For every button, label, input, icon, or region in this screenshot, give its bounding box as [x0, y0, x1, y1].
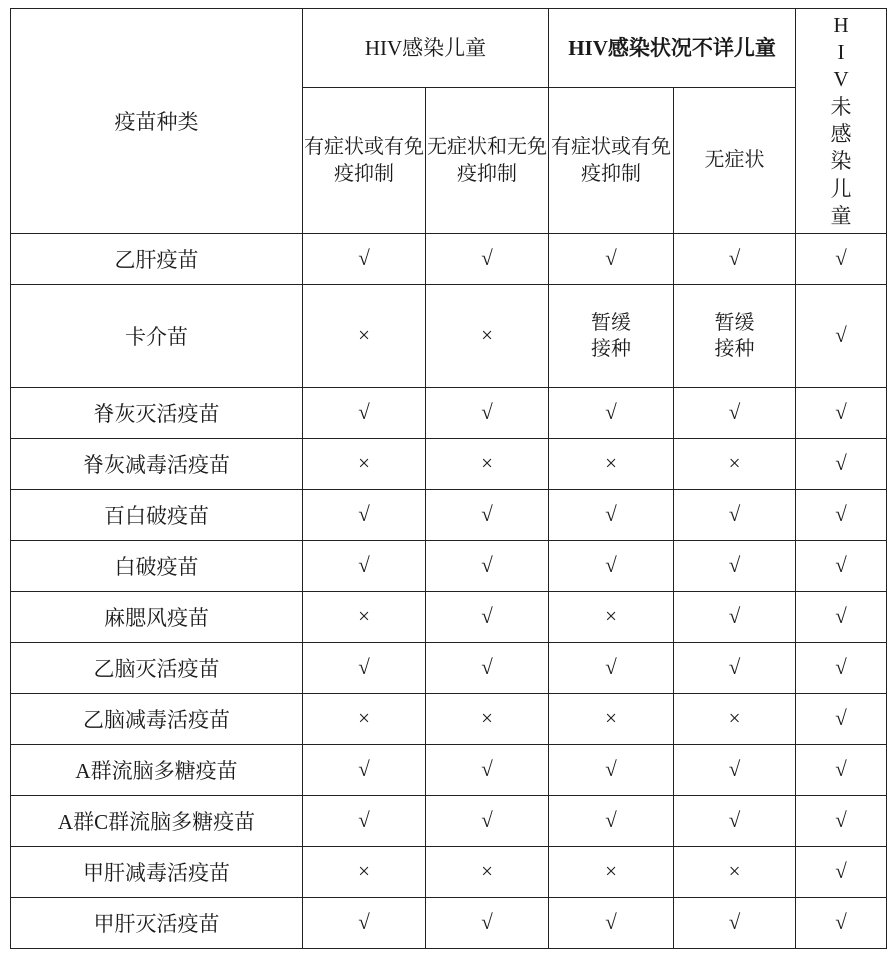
- header-vertical-char: 儿: [830, 176, 852, 201]
- cell-recommended-check-icon: √: [796, 285, 887, 388]
- header-vaccine-type: 疫苗种类: [11, 9, 303, 234]
- defer-line: 暂缓: [591, 312, 632, 334]
- vaccine-name-cell: 卡介苗: [11, 285, 303, 388]
- table-row: [11, 694, 887, 745]
- cell-recommended-check-icon: √: [426, 796, 549, 847]
- table-row: [11, 643, 887, 694]
- cell-recommended-check-icon: √: [674, 643, 796, 694]
- table-row: [11, 490, 887, 541]
- cell-recommended-check-icon: √: [796, 388, 887, 439]
- cell-contraindicated-cross-icon: ×: [426, 439, 549, 490]
- vaccine-name-cell: 白破疫苗: [11, 541, 303, 592]
- cell-recommended-check-icon: √: [796, 592, 887, 643]
- vaccine-name-cell: A群C群流脑多糖疫苗: [11, 796, 303, 847]
- cell-recommended-check-icon: √: [549, 234, 674, 285]
- cell-recommended-check-icon: √: [303, 898, 426, 949]
- vaccine-recommendation-table: [10, 8, 887, 949]
- table-row: [11, 847, 887, 898]
- header-sub-unknown-symptomatic: 有症状或有免疫抑制: [549, 88, 674, 234]
- header-row-groups: [11, 9, 887, 88]
- cell-recommended-check-icon: √: [796, 847, 887, 898]
- header-vertical-char: 童: [830, 203, 852, 228]
- cell-contraindicated-cross-icon: ×: [549, 592, 674, 643]
- table-row: [11, 439, 887, 490]
- cell-recommended-check-icon: √: [426, 592, 549, 643]
- header-sub-infected-symptomatic: 有症状或有免疫抑制: [303, 88, 426, 234]
- cell-recommended-check-icon: √: [796, 745, 887, 796]
- table-row: [11, 592, 887, 643]
- header-sub-unknown-asymptomatic: 无症状: [674, 88, 796, 234]
- cell-recommended-check-icon: √: [426, 234, 549, 285]
- table-row: [11, 745, 887, 796]
- table-row: [11, 541, 887, 592]
- cell-recommended-check-icon: √: [549, 745, 674, 796]
- cell-recommended-check-icon: √: [674, 898, 796, 949]
- cell-contraindicated-cross-icon: ×: [303, 285, 426, 388]
- table-body: [11, 234, 887, 949]
- cell-contraindicated-cross-icon: ×: [549, 694, 674, 745]
- table-row: [11, 234, 887, 285]
- header-group-hiv-unknown: HIV感染状况不详儿童: [549, 9, 796, 88]
- header-vertical-char: V: [833, 67, 849, 92]
- header-vertical-char: 染: [830, 149, 852, 174]
- cell-defer: [674, 285, 796, 388]
- vaccine-name-cell: 乙脑减毒活疫苗: [11, 694, 303, 745]
- cell-recommended-check-icon: √: [796, 234, 887, 285]
- cell-recommended-check-icon: √: [303, 643, 426, 694]
- cell-recommended-check-icon: √: [674, 234, 796, 285]
- cell-recommended-check-icon: √: [674, 592, 796, 643]
- defer-line: 接种: [714, 338, 755, 360]
- cell-recommended-check-icon: √: [549, 898, 674, 949]
- cell-contraindicated-cross-icon: ×: [549, 439, 674, 490]
- cell-recommended-check-icon: √: [303, 234, 426, 285]
- cell-contraindicated-cross-icon: ×: [426, 847, 549, 898]
- cell-recommended-check-icon: √: [426, 541, 549, 592]
- cell-recommended-check-icon: √: [674, 388, 796, 439]
- table-header: [11, 9, 887, 234]
- cell-recommended-check-icon: √: [796, 490, 887, 541]
- defer-line: 接种: [591, 338, 632, 360]
- vaccine-name-cell: 百白破疫苗: [11, 490, 303, 541]
- vaccine-name-cell: 麻腮风疫苗: [11, 592, 303, 643]
- cell-contraindicated-cross-icon: ×: [426, 694, 549, 745]
- cell-contraindicated-cross-icon: ×: [426, 285, 549, 388]
- vaccine-name-cell: 甲肝灭活疫苗: [11, 898, 303, 949]
- cell-contraindicated-cross-icon: ×: [674, 847, 796, 898]
- cell-recommended-check-icon: √: [426, 745, 549, 796]
- cell-recommended-check-icon: √: [303, 796, 426, 847]
- cell-contraindicated-cross-icon: ×: [303, 439, 426, 490]
- cell-recommended-check-icon: √: [303, 745, 426, 796]
- cell-contraindicated-cross-icon: ×: [549, 847, 674, 898]
- cell-recommended-check-icon: √: [796, 541, 887, 592]
- cell-recommended-check-icon: √: [549, 541, 674, 592]
- table-row: [11, 285, 887, 388]
- cell-recommended-check-icon: √: [426, 643, 549, 694]
- header-group-hiv-uninfected: [796, 9, 887, 234]
- cell-recommended-check-icon: √: [426, 898, 549, 949]
- header-vertical-char: 感: [830, 122, 852, 146]
- cell-recommended-check-icon: √: [796, 643, 887, 694]
- header-group-hiv-infected: HIV感染儿童: [303, 9, 549, 88]
- table-row: [11, 388, 887, 439]
- cell-recommended-check-icon: √: [796, 694, 887, 745]
- vaccine-name-cell: A群流脑多糖疫苗: [11, 745, 303, 796]
- cell-recommended-check-icon: √: [674, 745, 796, 796]
- header-vertical-char: H: [833, 12, 849, 37]
- cell-recommended-check-icon: √: [549, 388, 674, 439]
- cell-recommended-check-icon: √: [674, 490, 796, 541]
- cell-contraindicated-cross-icon: ×: [674, 439, 796, 490]
- cell-recommended-check-icon: √: [549, 490, 674, 541]
- defer-line: 暂缓: [714, 312, 755, 334]
- cell-recommended-check-icon: √: [549, 643, 674, 694]
- header-sub-infected-asymptomatic: 无症状和无免疫抑制: [426, 88, 549, 234]
- cell-contraindicated-cross-icon: ×: [303, 694, 426, 745]
- cell-recommended-check-icon: √: [796, 796, 887, 847]
- cell-recommended-check-icon: √: [674, 541, 796, 592]
- cell-recommended-check-icon: √: [303, 388, 426, 439]
- cell-contraindicated-cross-icon: ×: [303, 592, 426, 643]
- cell-recommended-check-icon: √: [426, 388, 549, 439]
- table-row: [11, 796, 887, 847]
- header-vertical-char: I: [837, 40, 845, 65]
- vaccine-name-cell: 脊灰灭活疫苗: [11, 388, 303, 439]
- cell-defer: [549, 285, 674, 388]
- cell-recommended-check-icon: √: [796, 439, 887, 490]
- header-vertical-char: 未: [830, 94, 852, 119]
- cell-recommended-check-icon: √: [303, 541, 426, 592]
- cell-contraindicated-cross-icon: ×: [674, 694, 796, 745]
- vaccine-name-cell: 脊灰减毒活疫苗: [11, 439, 303, 490]
- cell-recommended-check-icon: √: [674, 796, 796, 847]
- cell-recommended-check-icon: √: [303, 490, 426, 541]
- vaccine-name-cell: 甲肝减毒活疫苗: [11, 847, 303, 898]
- cell-recommended-check-icon: √: [426, 490, 549, 541]
- vaccine-name-cell: 乙肝疫苗: [11, 234, 303, 285]
- table-row: [11, 898, 887, 949]
- cell-contraindicated-cross-icon: ×: [303, 847, 426, 898]
- cell-recommended-check-icon: √: [796, 898, 887, 949]
- cell-recommended-check-icon: √: [549, 796, 674, 847]
- vaccine-name-cell: 乙脑灭活疫苗: [11, 643, 303, 694]
